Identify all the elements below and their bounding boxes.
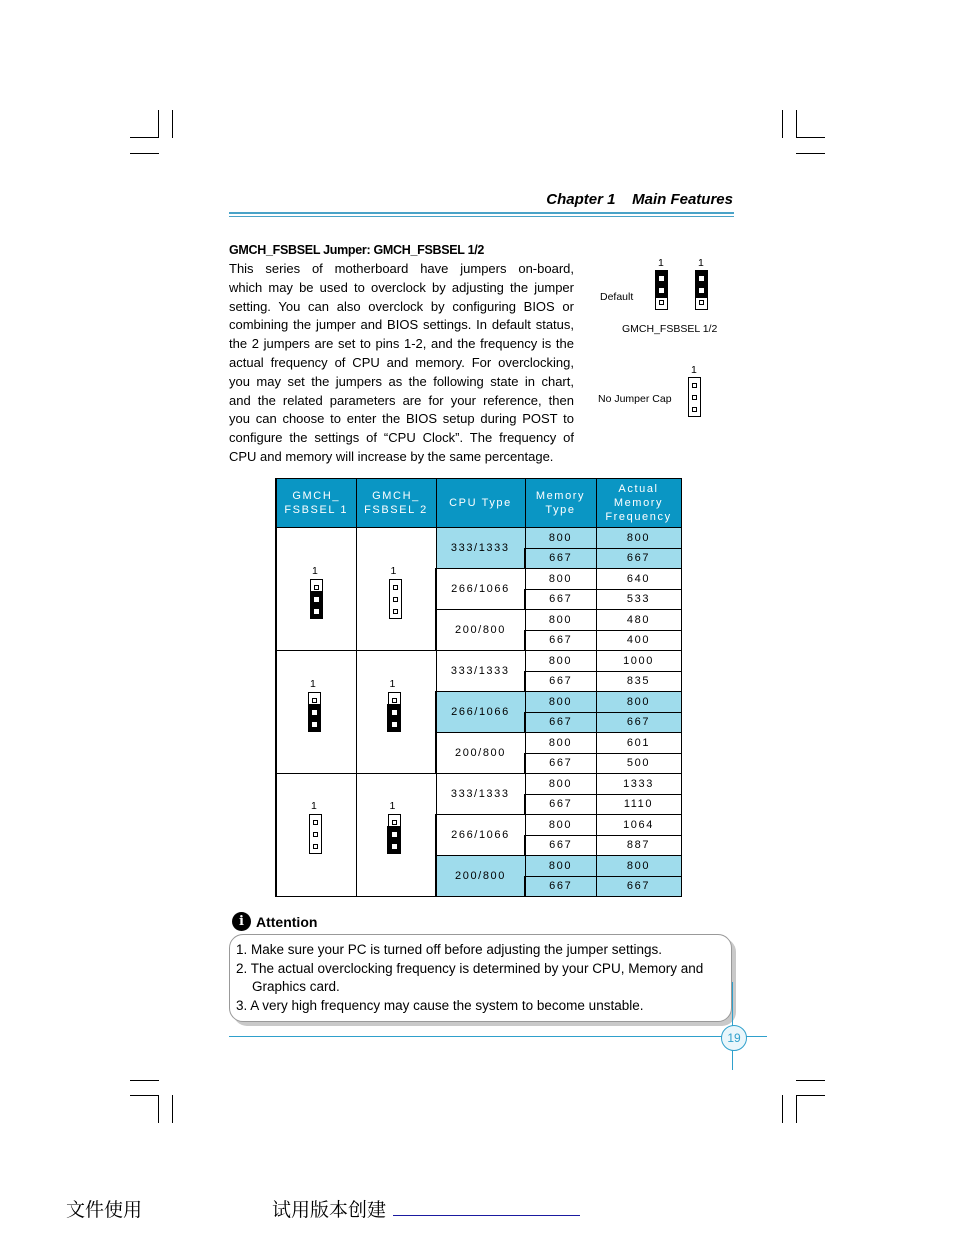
body-line: configure the settings of “CPU Clock”. The frequency of: [229, 430, 574, 446]
default-label: Default: [600, 291, 634, 303]
crop-mark: [796, 137, 825, 138]
crop-mark: [158, 110, 159, 138]
memory-type-cell: 800: [525, 856, 596, 877]
crop-mark: [172, 110, 173, 138]
memory-type-cell: 800: [525, 733, 596, 754]
table-row: [276, 528, 681, 549]
memory-type-cell: 667: [525, 630, 596, 651]
memory-type-cell: 800: [525, 528, 596, 549]
body-line: you can choose to enter the BIOS setup during POST to: [229, 411, 574, 427]
crop-mark: [796, 1080, 825, 1081]
cpu-type-cell: 266/1066: [436, 815, 525, 856]
crop-mark: [130, 137, 159, 138]
frequency-cell: 800: [596, 856, 681, 877]
watermark-right: 试用版本创建: [272, 1199, 387, 1221]
memory-type-cell: 800: [525, 569, 596, 590]
table-row: [276, 651, 681, 672]
attention-item: Graphics card.: [252, 979, 340, 994]
body-line: setting. You can also overclock by configuring BIOS or: [229, 298, 574, 314]
frequency-cell: 1064: [596, 815, 681, 836]
memory-type-cell: 800: [525, 774, 596, 795]
fsbsel2-setting: [356, 528, 436, 651]
memory-type-cell: 667: [525, 876, 596, 897]
jumper-pins12-capped: [308, 692, 321, 732]
jumper-no-cap: [389, 579, 402, 619]
jumper-caption: GMCH_FSBSEL 1/2: [622, 323, 718, 335]
frequency-cell: 640: [596, 569, 681, 590]
jumper-no-cap: [309, 814, 322, 854]
crop-mark: [130, 1095, 159, 1096]
frequency-cell: 1110: [596, 794, 681, 815]
pin-one-label: 1: [389, 800, 397, 812]
pin-one-label: 1: [390, 565, 398, 577]
frequency-cell: 601: [596, 733, 681, 754]
body-line: and the related parameters are for your reference, then: [229, 392, 574, 408]
memory-type-cell: 667: [525, 794, 596, 815]
frequency-cell: 500: [596, 753, 681, 774]
attention-item: 2. The actual overclocking frequency is determined by your CPU, Memory and: [236, 961, 704, 976]
frequency-cell: 533: [596, 589, 681, 610]
default-jumper-2: [695, 270, 708, 310]
table-header-row: [276, 479, 681, 528]
attention-title: Attention: [256, 914, 318, 930]
attention-item: 1. Make sure your PC is turned off before adjusting the jumper settings.: [236, 942, 662, 957]
frequency-cell: 1333: [596, 774, 681, 795]
body-line: actual frequency of CPU and memory. For overclocking,: [229, 354, 574, 370]
body-line: combining the jumper and BIOS settings. In default status,: [229, 317, 574, 333]
memory-type-cell: 667: [525, 548, 596, 569]
memory-type-cell: 667: [525, 835, 596, 856]
footer-rule: [229, 1036, 767, 1037]
cpu-type-cell: 333/1333: [436, 774, 525, 815]
frequency-cell: 800: [596, 692, 681, 713]
table-row: [276, 774, 681, 795]
fsbsel1-setting: [276, 651, 356, 774]
cpu-type-cell: 333/1333: [436, 651, 525, 692]
header-memory-type: Memory Type: [525, 479, 596, 528]
body-line: the 2 jumpers are set to pins 1-2, and the frequency is the: [229, 336, 574, 352]
fsbsel2-setting: [356, 774, 436, 897]
memory-type-cell: 800: [525, 692, 596, 713]
pin-one-label: 1: [691, 364, 697, 376]
body-line: CPU and memory will increase by the same percentage.: [229, 448, 554, 464]
frequency-cell: 667: [596, 712, 681, 733]
pin-one-label: 1: [312, 565, 320, 577]
cpu-type-cell: 266/1066: [436, 569, 525, 610]
chapter-header: [480, 191, 733, 208]
memory-type-cell: 800: [525, 610, 596, 631]
frequency-cell: 1000: [596, 651, 681, 672]
cpu-type-cell: 200/800: [436, 610, 525, 651]
cpu-type-cell: 333/1333: [436, 528, 525, 569]
section-label: Main Features: [632, 191, 733, 208]
frequency-cell: 400: [596, 630, 681, 651]
body-line: which may be used to overclock by adjusting the jumper: [229, 279, 574, 295]
jumper-pins12-capped: [388, 814, 401, 854]
frequency-cell: 835: [596, 671, 681, 692]
watermark-left: 文件使用: [66, 1199, 143, 1221]
fsbsel2-setting: [356, 651, 436, 774]
chapter-label: Chapter 1: [546, 191, 616, 208]
page-number: 19: [721, 1025, 747, 1051]
info-icon: i: [232, 912, 251, 931]
cpu-type-cell: 200/800: [436, 733, 525, 774]
header-fsbsel1: GMCH_ FSBSEL 1: [276, 479, 356, 528]
cpu-type-cell: 266/1066: [436, 692, 525, 733]
pin-one-label: 1: [698, 257, 704, 269]
memory-type-cell: 800: [525, 651, 596, 672]
jumper-pins12-capped: [388, 692, 401, 732]
crop-mark: [782, 1095, 783, 1123]
crop-mark: [130, 1080, 159, 1081]
header-cpu-type: CPU Type: [436, 479, 525, 528]
body-paragraph: [229, 260, 574, 467]
frequency-cell: 667: [596, 548, 681, 569]
header-actual-frequency: Actual Memory Frequency: [596, 479, 681, 528]
header-fsbsel2: GMCH_ FSBSEL 2: [356, 479, 436, 528]
crop-mark: [782, 110, 783, 138]
body-line: you may set the jumpers as the following state in chart,: [229, 373, 574, 389]
memory-type-cell: 667: [525, 753, 596, 774]
crop-mark: [130, 153, 159, 154]
cpu-type-cell: 200/800: [436, 856, 525, 897]
pin-one-label: 1: [658, 257, 664, 269]
section-title: GMCH_FSBSEL Jumper: GMCH_FSBSEL 1/2: [229, 243, 485, 257]
body-line: This series of motherboard have jumpers on-board,: [229, 261, 574, 276]
crop-mark: [158, 1095, 159, 1123]
jumper-pins12-capped: [310, 579, 323, 619]
header-rule: [229, 212, 734, 214]
crop-mark: [796, 153, 825, 154]
pin-one-label: 1: [389, 678, 397, 690]
fsbsel1-setting: [276, 528, 356, 651]
crop-mark: [796, 1095, 825, 1096]
header-rule: [229, 216, 734, 217]
frequency-cell: 667: [596, 876, 681, 897]
default-jumper-1: [655, 270, 668, 310]
frequency-cell: 887: [596, 835, 681, 856]
no-cap-label: No Jumper Cap: [598, 393, 672, 405]
watermark-underline: [393, 1215, 580, 1216]
memory-type-cell: 667: [525, 712, 596, 733]
fsbsel1-setting: [276, 774, 356, 897]
attention-item: 3. A very high frequency may cause the system to become unstable.: [236, 998, 644, 1013]
frequency-cell: 800: [596, 528, 681, 549]
frequency-cell: 480: [596, 610, 681, 631]
crop-mark: [796, 1095, 797, 1123]
pin-one-label: 1: [311, 800, 319, 812]
crop-mark: [796, 110, 797, 138]
fsb-table: [275, 478, 682, 897]
pin-one-label: 1: [310, 678, 318, 690]
no-cap-jumper: [688, 377, 701, 417]
memory-type-cell: 667: [525, 671, 596, 692]
memory-type-cell: 800: [525, 815, 596, 836]
memory-type-cell: 667: [525, 589, 596, 610]
crop-mark: [172, 1095, 173, 1123]
